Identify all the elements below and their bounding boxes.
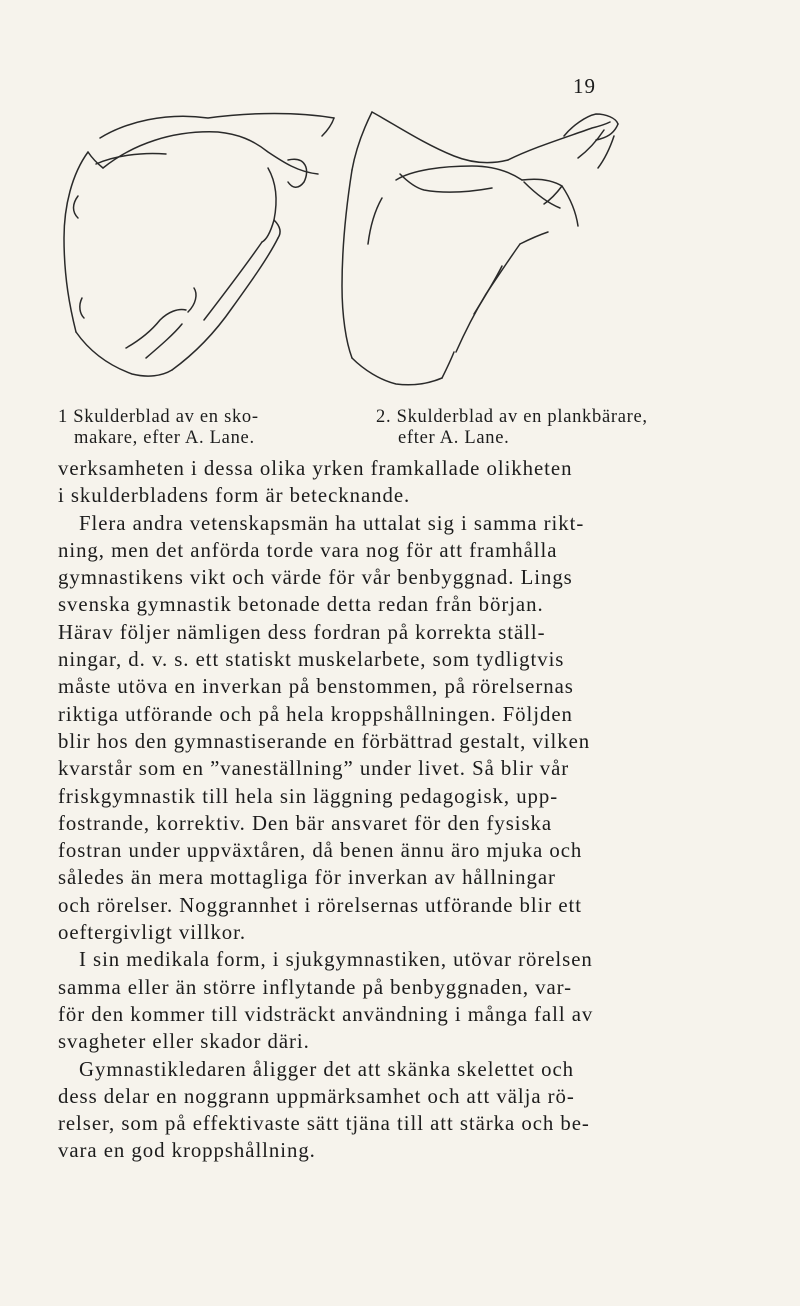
- figure-1-scapula-illustration: [48, 108, 368, 408]
- text-line: blir hos den gymnastiserande en förbättrad gestalt, vilken: [58, 729, 591, 753]
- text-line: relser, som på effektivaste sätt tjäna till att stärka och be-: [58, 1112, 590, 1136]
- text-line: Härav följer nämligen dess fordran på korrekta ställ-: [58, 620, 546, 644]
- caption-line: makare, efter A. Lane.: [74, 428, 255, 448]
- text-line: måste utöva en inverkan på benstommen, på rörelsernas: [58, 675, 574, 699]
- caption-line: 2. Skulderblad av en plankbärare,: [376, 407, 648, 427]
- text-line: vara en god kroppshållning.: [58, 1139, 316, 1163]
- text-line: i skulderbladens form är betecknande.: [58, 484, 411, 508]
- text-line: ningar, d. v. s. ett statiskt muskelarbete, som tydligtvis: [58, 648, 565, 672]
- text-line: svagheter eller skador däri.: [58, 1030, 310, 1054]
- text-line: och rörelser. Noggrannhet i rörelsernas utförande blir ett: [58, 893, 583, 917]
- text-line: för den kommer till vidsträckt användning i många fall av: [58, 1002, 594, 1026]
- text-line: således än mera mottagliga för inverkan av hållningar: [58, 866, 556, 890]
- text-line: dess delar en noggrann uppmärksamhet och att välja rö-: [58, 1084, 575, 1108]
- page-number: 19: [573, 74, 596, 98]
- caption-line: 1 Skulderblad av en sko-: [58, 407, 259, 427]
- text-line: kvarstår som en ”vaneställning” under livet. Så blir vår: [58, 757, 570, 781]
- text-line: friskgymnastik till hela sin läggning pedagogisk, upp-: [58, 784, 559, 808]
- text-line: verksamheten i dessa olika yrken framkallade olikheten: [58, 457, 573, 480]
- text-line: Flera andra vetenskapsmän ha uttalat sig i samma rikt-: [79, 511, 585, 535]
- figure-1-caption: [58, 407, 318, 449]
- text-line: svenska gymnastik betonade detta redan från början.: [58, 593, 544, 617]
- text-line: oeftergivligt villkor.: [58, 921, 247, 945]
- figure-2-caption: [376, 407, 676, 449]
- text-line: fostrande, korrektiv. Den bär ansvaret för den fysiska: [58, 811, 553, 835]
- text-line: samma eller än större inflytande på benbyggnaden, var-: [58, 975, 573, 999]
- figure-captions: [0, 407, 800, 455]
- figure-2-scapula-illustration: [324, 108, 644, 408]
- text-line: ning, men det anförda torde vara nog för att framhålla: [58, 538, 558, 562]
- text-line: Gymnastikledaren åligger det att skänka skelettet och: [79, 1057, 575, 1081]
- text-line: gymnastikens vikt och värde för vår benbyggnad. Lings: [58, 566, 573, 590]
- caption-line: efter A. Lane.: [398, 428, 510, 448]
- text-line: riktiga utförande och på hela kroppshållningen. Följden: [58, 702, 573, 726]
- text-line: fostran under uppväxtåren, då benen ännu äro mjuka och: [58, 839, 583, 863]
- body-text: [58, 455, 738, 1165]
- text-line: I sin medikala form, i sjukgymnastiken, utövar rörelsen: [79, 948, 593, 972]
